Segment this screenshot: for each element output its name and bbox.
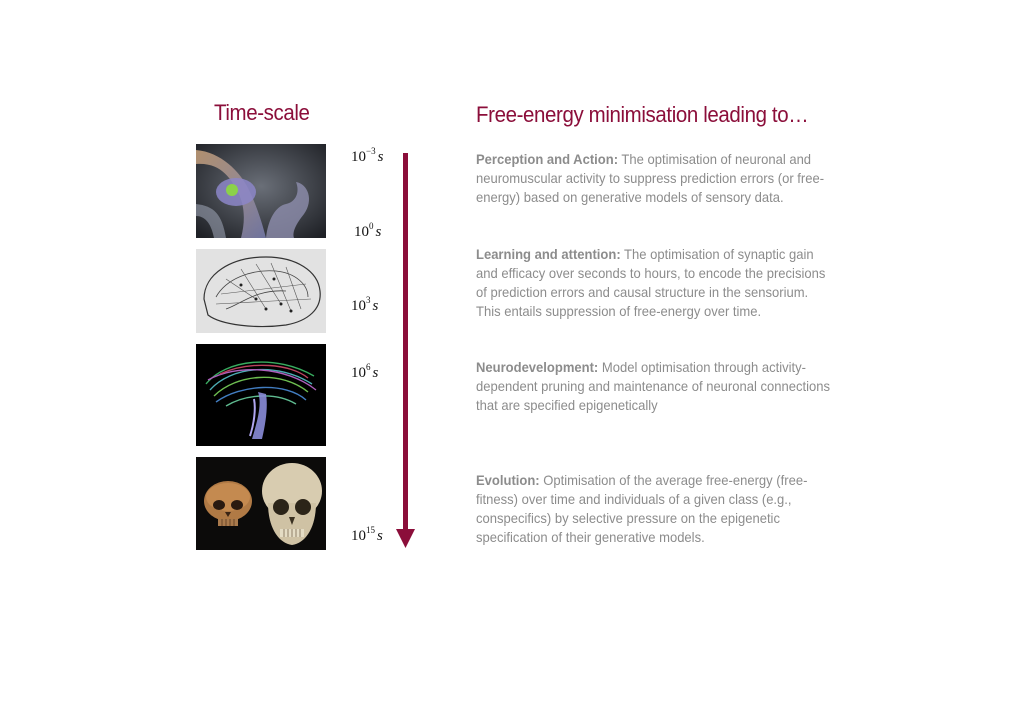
description-title: Perception and Action:	[476, 151, 619, 167]
description-text: Optimisation of the average free-energy (free-fitness) over time and individuals of a given class (e.g., conspecifics) by selective pressure on the epigenetic specification of their generative models.	[476, 472, 808, 545]
description-neurodevelopment	[476, 358, 834, 415]
timescale-heading: Time-scale	[214, 100, 310, 125]
description-learning	[476, 245, 834, 321]
tick-label: $10^{-3}$ s	[351, 146, 384, 165]
description-perception	[476, 150, 834, 207]
tick-label: $10^0$ s	[354, 221, 382, 240]
description-text: The optimisation of neuronal and neuromuscular activity to suppress prediction errors (or free-energy) based on generative models of sensory data.	[476, 151, 825, 205]
main-heading: Free-energy minimisation leading to…	[476, 102, 809, 127]
description-title: Evolution:	[476, 472, 540, 488]
description-text: Model optimisation through activity-dependent pruning and maintenance of neuronal connections that are specified epigenetically	[476, 359, 830, 413]
tick-label: $10^3$ s	[351, 295, 379, 314]
tick-label: $10^6$ s	[351, 362, 379, 381]
description-title: Neurodevelopment:	[476, 359, 599, 375]
description-evolution	[476, 471, 834, 547]
description-text: The optimisation of synaptic gain and efficacy over seconds to hours, to encode the precisions of prediction errors and causal structure in the sensorium. This entails suppression of free-energy over time.	[476, 246, 826, 319]
tick-label: $10^{15}$ s	[351, 525, 383, 544]
description-title: Learning and attention:	[476, 246, 621, 262]
